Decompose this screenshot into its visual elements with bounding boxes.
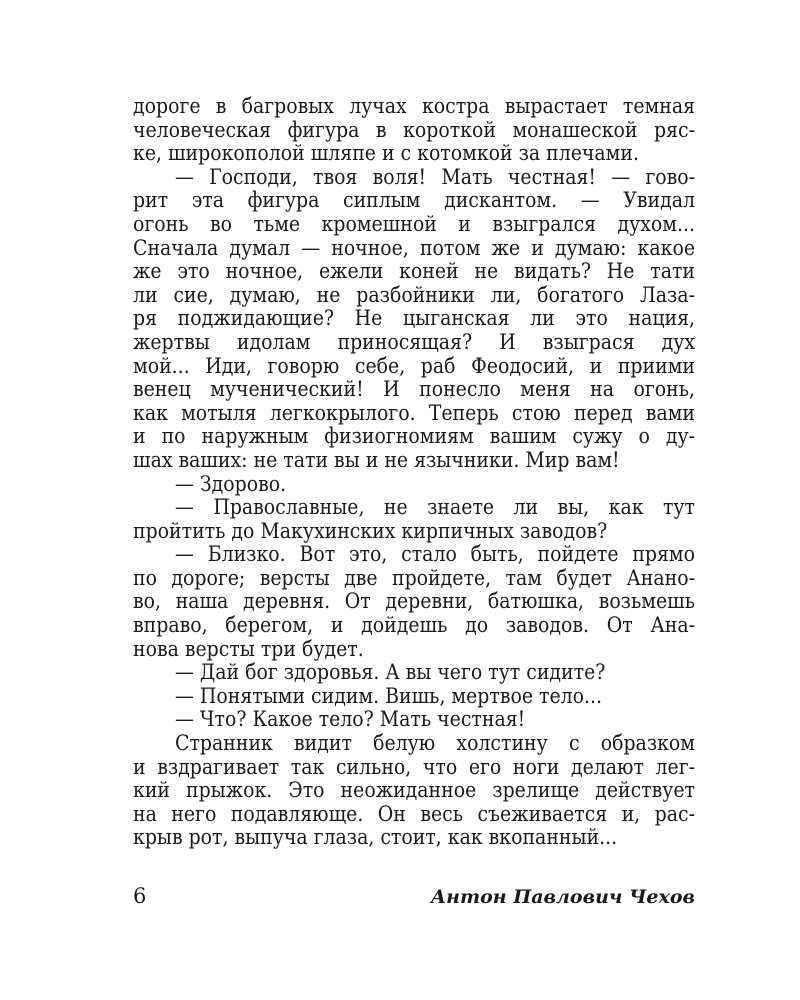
text-line: — Православные, не знаете ли вы, как тут — [175, 495, 695, 520]
text-line: крыв рот, выпуча глаза, стоит, как вкопанный... — [133, 825, 618, 850]
text-line: по дороге; версты две пройдете, там будет Анано- — [133, 565, 695, 590]
text-line: как мотыля легкокрылого. Теперь стою перед вами — [133, 400, 695, 425]
text-line: и по наружным физиогномиям вашим сужу о ду- — [133, 424, 695, 449]
text-line: мой... Иди, говорю себе, раб Феодосий, и приими — [133, 353, 695, 378]
text-line: рит эта фигура сиплым дискантом. — Увидал — [133, 188, 695, 213]
page-number: 6 — [133, 884, 147, 908]
text-line: шах ваших: не тати вы и не язычники. Мир вам! — [133, 447, 620, 472]
text-line: вправо, берегом, и дойдешь до заводов. От Ана- — [133, 613, 695, 638]
text-line: человеческая фигура в короткой монашеской ряс- — [133, 117, 695, 142]
running-footer-author: Антон Павлович Чехов — [430, 886, 695, 908]
text-line: ря поджидающие? Не цыганская ли это нация, — [133, 306, 695, 331]
text-line: пройтить до Макухинских кирпичных заводов? — [133, 518, 608, 543]
text-line: — Близко. Вот это, стало быть, пойдете прямо — [175, 542, 695, 567]
body-text — [133, 95, 695, 850]
text-line: нова версты три будет. — [133, 636, 364, 661]
text-line: — Господи, твоя воля! Мать честная! — гово- — [175, 164, 695, 189]
text-line: же это ночное, ежели коней не видать? Не тати — [133, 259, 695, 284]
text-line: ке, широкополой шляпе и с котомкой за плечами. — [133, 141, 639, 166]
text-line: жертвы идолам приносящая? И взыграся дух — [133, 329, 695, 354]
text-line: — Здорово. — [175, 471, 287, 496]
text-line: Сначала думал — ночное, потом же и думаю: какое — [133, 235, 695, 260]
text-line: на него подавляюще. Он весь съеживается и, рас- — [133, 801, 695, 826]
text-line: кий прыжок. Это неожиданное зрелище действует — [133, 778, 695, 803]
text-line: и вздрагивает так сильно, что его ноги делают лег- — [133, 754, 695, 779]
text-line: — Что? Какое тело? Мать честная! — [175, 707, 526, 732]
text-line: во, наша деревня. От деревни, батюшка, возьмешь — [133, 589, 695, 614]
page-footer — [133, 884, 695, 914]
text-line: — Понятыми сидим. Вишь, мертвое тело... — [175, 683, 603, 708]
text-line: ли сие, думаю, не разбойники ли, богатого Лаза- — [133, 282, 695, 307]
text-line: огонь во тьме кромешной и взыгрался духом... — [133, 211, 695, 236]
text-line: венец мученический! И понесло меня на огонь, — [133, 377, 695, 402]
text-line: Странник видит белую холстину с образком — [175, 731, 695, 756]
text-line: — Дай бог здоровья. А вы чего тут сидите? — [175, 660, 606, 685]
text-line: дороге в багровых лучах костра вырастает темная — [133, 94, 695, 118]
